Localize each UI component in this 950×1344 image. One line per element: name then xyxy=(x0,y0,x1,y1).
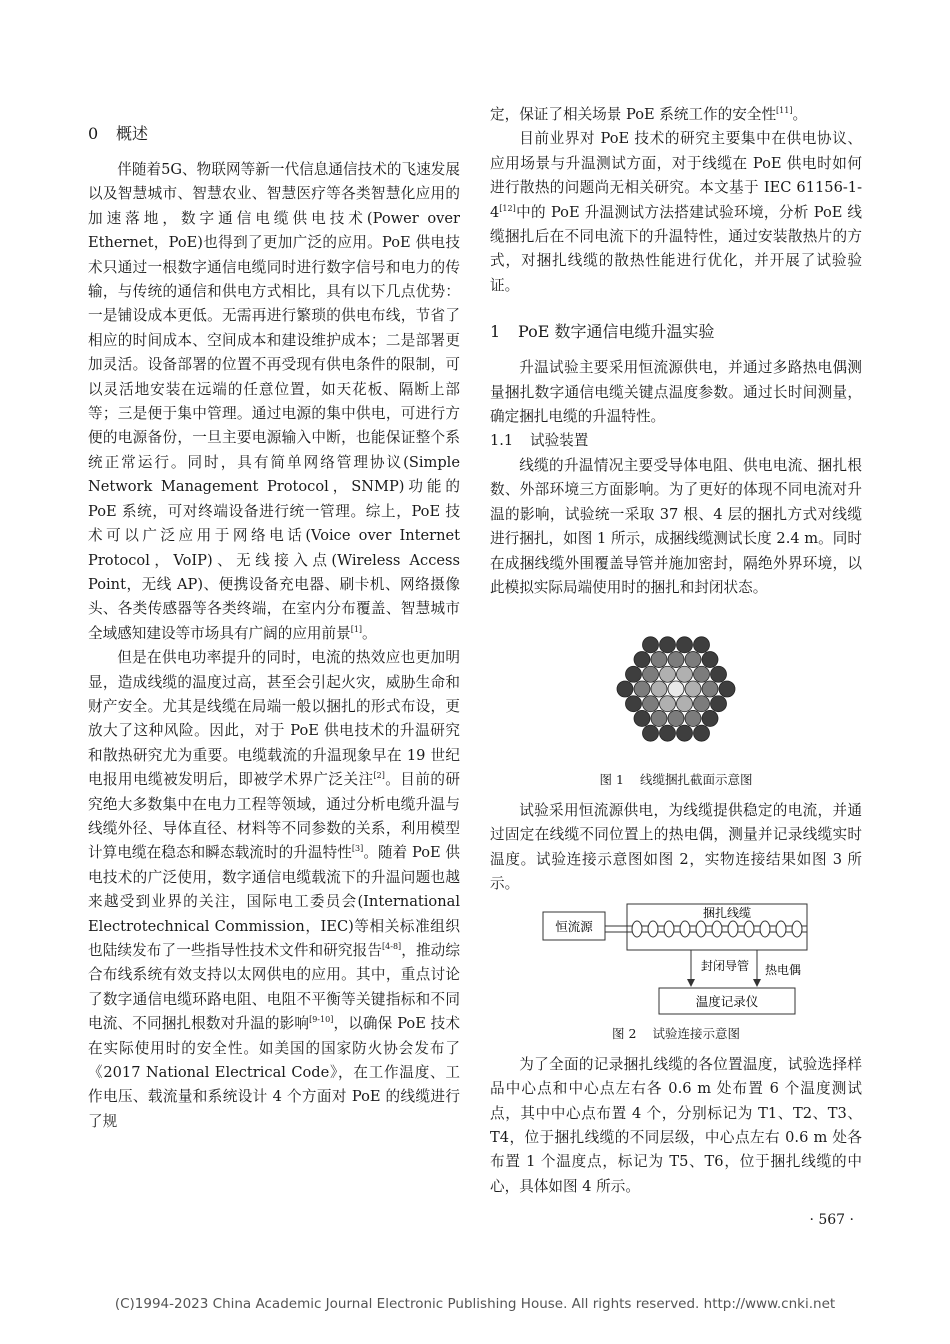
cable-cross-section xyxy=(702,681,718,697)
subsection-number: 1.1 xyxy=(490,432,514,450)
cable-cross-section xyxy=(617,681,633,697)
subsection-title: 试验装置 xyxy=(530,432,589,450)
cable-cross-section xyxy=(660,696,676,712)
paragraph-text: 中的 PoE 升温测试方法搭建试验环境，分析 PoE 线缆捆扎后在不同电流下的升温特性，通过安装散热片的方式，对捆扎线缆的散热性能进行优化，并开展了试验验证。 xyxy=(490,203,862,294)
connection-diagram-figure xyxy=(541,902,811,1018)
cable-cross-section xyxy=(668,652,684,668)
constant-current-source-label: 恒流源 xyxy=(555,919,593,935)
cable-cross-section xyxy=(694,696,710,712)
cable-cross-section xyxy=(711,667,727,683)
citation: [1] xyxy=(350,624,363,634)
cable-cross-section xyxy=(643,637,659,653)
cable-cross-section xyxy=(694,667,710,683)
cable-cross-section xyxy=(643,696,659,712)
cable-cross-section xyxy=(634,711,650,727)
citation: [2] xyxy=(373,771,385,781)
cable-cross-section xyxy=(719,681,735,697)
temperature-recorder-label: 温度记录仪 xyxy=(695,994,759,1010)
section-number: 1 xyxy=(490,322,501,342)
cable-cross-section xyxy=(643,725,659,741)
cable-cross-section xyxy=(677,667,693,683)
punctuation: 。 xyxy=(792,106,808,123)
paragraph xyxy=(88,158,460,646)
citation: [3] xyxy=(351,844,364,854)
cable-cross-section xyxy=(685,652,701,668)
cable-cross-section xyxy=(694,725,710,741)
punctuation: 。 xyxy=(362,624,377,642)
cable-cross-section xyxy=(685,711,701,727)
cable-cross-section xyxy=(668,711,684,727)
section-title: PoE 数字通信电缆升温实验 xyxy=(518,322,715,342)
paragraph-text: 定，保证了相关场景 PoE 系统工作的安全性 xyxy=(490,106,777,123)
cable-cross-section xyxy=(660,725,676,741)
paragraph-text: ，以确保 PoE 技术在实际使用时的安全性。如美国的国家防火协会发布了《2017 National Electrical Code》，在工作温度、工作电压、载流量和系统设计 4 个方面对 PoE 的线缆进行了规 xyxy=(88,1015,460,1130)
left-column xyxy=(88,100,460,1134)
figure-1-caption xyxy=(490,768,862,792)
paragraph xyxy=(490,127,862,298)
cable-cross-section xyxy=(660,667,676,683)
figure-caption-text: 线缆捆扎截面示意图 xyxy=(639,772,753,788)
cable-cross-section xyxy=(626,696,642,712)
cable-cross-section xyxy=(702,652,718,668)
cable-cross-section xyxy=(651,681,667,697)
paragraph-text: 但是在供电功率提升的同时，电流的热效应也更加明显，造成线缆的温度过高，甚至会引起火灾，威胁生命和财产安全。尤其是线缆在局端一般以捆扎的形式布设，更放大了这种风险。因此，对于 PoE 供电技术的升温研究和散热研究尤为重要。电缆载流的升温现象早在 19 世纪电报用电缆被发明后，即被学术界广泛关注 xyxy=(88,649,460,789)
paragraph-text: ，推动综合布线系统有效支持以太网供电的应用。其中，重点讨论了数字通信电缆环路电阻、电阻不平衡等关键指标和不同电流、不同捆扎根数对升温的影响 xyxy=(88,942,460,1033)
cable-cross-section xyxy=(651,652,667,668)
cable-bundle-label: 捆扎线缆 xyxy=(702,906,752,921)
cable-cross-section xyxy=(694,637,710,653)
cable-cross-section xyxy=(677,637,693,653)
paragraph xyxy=(88,646,460,1134)
cable-cross-section xyxy=(626,667,642,683)
cable-cross-section xyxy=(702,711,718,727)
cable-cross-section xyxy=(668,681,684,697)
section-heading-1 xyxy=(490,318,862,346)
right-column xyxy=(490,103,862,1199)
citation: [11] xyxy=(776,106,793,115)
cable-cross-section xyxy=(685,681,701,697)
copyright-footer: (C)1994-2023 China Academic Journal Electronic Publishing House. All rights reserved. http://www.cnki.net xyxy=(114,1296,836,1312)
figure-number: 图 2 xyxy=(612,1026,637,1042)
figure-number: 图 1 xyxy=(599,772,624,788)
cable-cross-section xyxy=(677,725,693,741)
figure-caption-text: 试验连接示意图 xyxy=(652,1026,740,1042)
citation: [12] xyxy=(499,203,516,213)
cable-cross-section xyxy=(651,711,667,727)
cable-bundle-cross-section-figure xyxy=(601,614,751,764)
cable-cross-section xyxy=(711,696,727,712)
cable-cross-section xyxy=(660,637,676,653)
paragraph: 升温试验主要采用恒流源供电，并通过多路热电偶测量捆扎数字通信电缆关键点温度参数。通过长时间测量，确定捆扎电缆的升温特性。 xyxy=(490,359,862,426)
citation: [9-10] xyxy=(309,1015,334,1025)
paragraph: 为了全面的记录捆扎线缆的各位置温度，试验选择样品中心点和中心点左右各 0.6 m 处布置 6 个温度测试点，其中中心点布置 4 个，分别标记为 T1、T2、T3、T4，位于捆扎线缆的不同层级，中心点左右 0.6 m 处各布置 1 个温度点，标记为 T5、T6，位于捆扎线缆的中心，具体如图 4 所示。 xyxy=(490,1055,862,1195)
subsection-heading-1-1 xyxy=(490,429,862,453)
paragraph: 试验采用恒流源供电，为线缆提供稳定的电流，并通过固定在线缆不同位置上的热电偶，测量并记录线缆实时温度。试验连接示意图如图 2，实物连接结果如图 3 所示。 xyxy=(490,801,862,892)
section-number: 0 xyxy=(88,124,99,143)
section-title: 概述 xyxy=(116,124,149,143)
page-number: · 567 · xyxy=(809,1212,854,1228)
paragraph-text: 伴随着5G、物联网等新一代信息通信技术的飞速发展以及智慧城市、智慧农业、智慧医疗等各类智慧化应用的加速落地，数字通信电缆供电技术(Power over Ethernet，PoE)也得到了更加广泛的应用。PoE 供电技术只通过一根数字通信电缆同时进行数字信号和电力的传输，与传统的通信和供电方式相比，具有以下几点优势：一是铺设成本更低。无需再进行繁琐的供电布线，节省了相应的时间成本、空间成本和建设维护成本；二是部署更加灵活。设备部署的位置不再受现有供电条件的限制，可以灵活地安装在远端的任意位置，如天花板、隔断上部等；三是便于集中管理。通过电源的集中供电，可进行方便的电源备份，一旦主要电源输入中断，也能保证整个系统正常运行。同时，具有简单网络管理协议(Simple Network Management Protocol，SNMP)功能的 PoE 系统，可对终端设备进行统一管理。综上，PoE 技术可以广泛应用于网络电话(Voice over Internet Protocol，VoIP)、无线接入点(Wireless Access Point，无线 AP)、便携设备充电器、刷卡机、网络摄像头、各类传感器等各类终端，在室内分布覆盖、智慧城市全域感知建设等市场具有广阔的应用前景 xyxy=(88,161,460,642)
paragraph: 线缆的升温情况主要受导体电阻、供电电流、捆扎根数、外部环境三方面影响。为了更好的体现不同电流对升温的影响，试验统一采取 37 根、4 层的捆扎方式对线缆进行捆扎，如图 1 所示，成捆线缆测试长度 2.4 m。同时在成捆线缆外围覆盖导管并施加密封，隔绝外界环境，以此模拟实际局端使用时的捆扎和封闭状态。 xyxy=(490,456,862,596)
section-heading-0 xyxy=(88,120,460,148)
conduit-label: 封闭导管 xyxy=(701,959,750,974)
paragraph xyxy=(490,103,862,127)
paragraph-text: 。目前的研究绝大多数集中在电力工程等领域，通过分析电缆升温与线缆外径、导体直径、材料等不同参数的关系，利用模型计算电缆在稳态和瞬态载流时的升温特性 xyxy=(88,771,460,862)
figure-2-caption xyxy=(490,1022,862,1046)
cable-cross-section xyxy=(643,667,659,683)
cable-cross-section xyxy=(677,696,693,712)
paragraph-text: 目前业界对 PoE 技术的研究主要集中在供电协议、应用场景与升温测试方面，对于线缆在 PoE 供电时如何进行散热的问题尚无相关研究。本文基于 IEC 61156-1-4 xyxy=(490,130,862,221)
cable-cross-section xyxy=(634,652,650,668)
citation: [4-8] xyxy=(382,942,402,951)
thermocouple-label: 热电偶 xyxy=(765,963,802,978)
paragraph-text: 。随着 PoE 供电技术的广泛使用，数字通信电缆载流下的升温问题也越来越受到业界的关注，国际电工委员会(International Electrotechnical Commission，IEC)等相关标准组织也陆续发布了一些指导性技术文件和研究报告 xyxy=(88,844,460,959)
cable-cross-section xyxy=(634,681,650,697)
